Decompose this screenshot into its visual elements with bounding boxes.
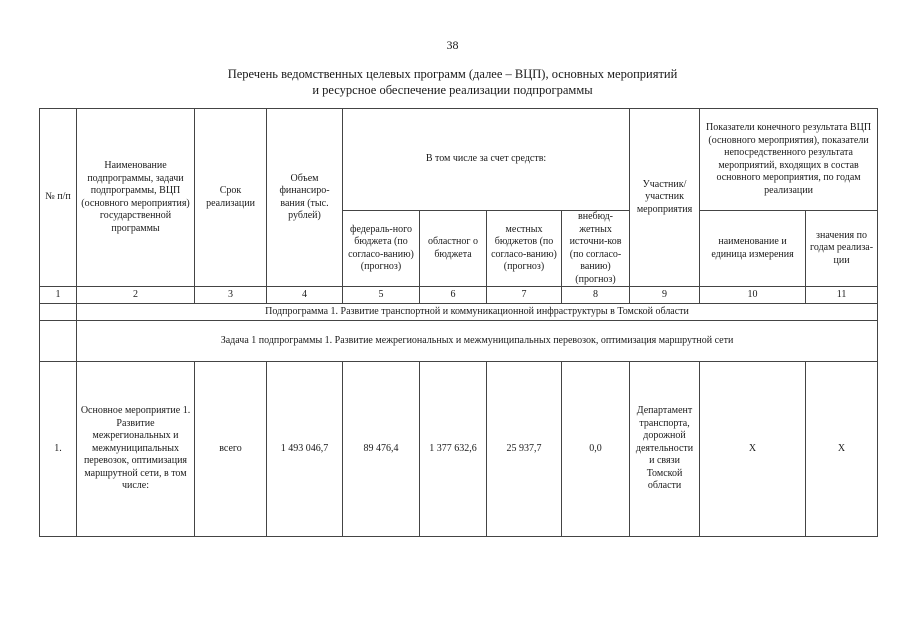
measure-term: всего	[195, 362, 267, 537]
column-number: 11	[806, 287, 878, 304]
measure-name: Основное мероприятие 1. Развитие межрегиональных и межмуниципальных перевозок, оптимизация маршрутной сети, в том числе:	[77, 362, 195, 537]
program-table	[39, 108, 878, 537]
column-number: 7	[487, 287, 562, 304]
measure-row	[40, 362, 878, 537]
header-indicators-group: Показатели конечного результата ВЦП (основного мероприятия), показатели непосредственного результата мероприятий, входящих в состав основного мероприятия, по годам реализации	[700, 109, 878, 211]
header-participant: Участник/ участник мероприятия	[630, 109, 700, 287]
measure-indicator-values: Х	[806, 362, 878, 537]
measure-extra: 0,0	[562, 362, 630, 537]
header-indicator-values: значения по годам реализа-ции	[806, 211, 878, 287]
measure-num: 1.	[40, 362, 77, 537]
measure-participant: Департамент транспорта, дорожной деятельности и связи Томской области	[630, 362, 700, 537]
column-number: 1	[40, 287, 77, 304]
column-number: 4	[267, 287, 343, 304]
header-federal: федераль-ного бюджета (по согласо-ванию) (прогноз)	[343, 211, 420, 287]
header-volume: Объем финансиро-вания (тыс. рублей)	[267, 109, 343, 287]
measure-local: 25 937,7	[487, 362, 562, 537]
column-number: 9	[630, 287, 700, 304]
measure-volume: 1 493 046,7	[267, 362, 343, 537]
column-number-row	[40, 287, 878, 304]
measure-regional: 1 377 632,6	[420, 362, 487, 537]
header-sources-group: В том числе за счет средств:	[343, 109, 630, 211]
subprogram-row	[40, 304, 878, 321]
task-num-cell	[40, 321, 77, 362]
document-title	[0, 66, 905, 98]
title-line-1: Перечень ведомственных целевых программ (далее – ВЦП), основных мероприятий	[227, 67, 678, 81]
header-name: Наименование подпрограммы, задачи подпрограммы, ВЦП (основного мероприятия) государственной программы	[77, 109, 195, 287]
subprogram-num-cell	[40, 304, 77, 321]
header-num: № п/п	[40, 109, 77, 287]
measure-indicator-name: Х	[700, 362, 806, 537]
column-number: 2	[77, 287, 195, 304]
task-title: Задача 1 подпрограммы 1. Развитие межрегиональных и межмуниципальных перевозок, оптимизация маршрутной сети	[77, 321, 878, 362]
measure-federal: 89 476,4	[343, 362, 420, 537]
header-row-1	[40, 109, 878, 211]
subprogram-title: Подпрограмма 1. Развитие транспортной и коммуникационной инфраструктуры в Томской области	[77, 304, 878, 321]
column-number: 10	[700, 287, 806, 304]
header-local: местных бюджетов (по согласо-ванию) (прогноз)	[487, 211, 562, 287]
header-regional: областног о бюджета	[420, 211, 487, 287]
header-indicator-name: наименование и единица измерения	[700, 211, 806, 287]
column-number: 6	[420, 287, 487, 304]
column-number: 3	[195, 287, 267, 304]
page-number: 38	[446, 38, 459, 52]
title-line-2: и ресурсное обеспечение реализации подпрограммы	[312, 83, 593, 97]
column-number: 5	[343, 287, 420, 304]
column-number: 8	[562, 287, 630, 304]
header-extra: внебюд-жетных источни-ков (по согласо-ванию) (прогноз)	[562, 211, 630, 287]
header-term: Срок реализации	[195, 109, 267, 287]
task-row	[40, 321, 878, 362]
